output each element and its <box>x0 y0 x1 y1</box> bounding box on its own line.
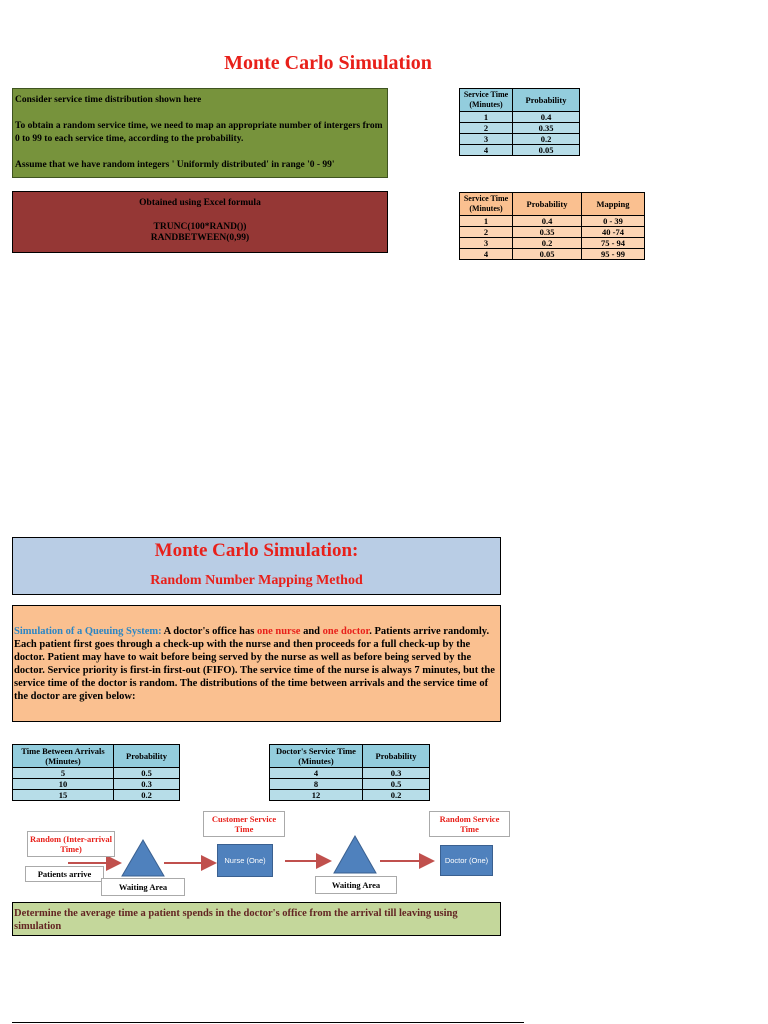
table-cell: 0 - 39 <box>582 216 645 227</box>
arrivals-table <box>12 744 180 801</box>
table-row <box>270 779 430 790</box>
table-cell: 2 <box>460 123 513 134</box>
formula-box <box>12 191 388 253</box>
section-title: Monte Carlo Simulation: <box>154 540 359 561</box>
table-header: Probability <box>363 745 430 768</box>
table-cell: 0.2 <box>513 134 580 145</box>
table-cell: 4 <box>460 145 513 156</box>
table-cell: 75 - 94 <box>582 238 645 249</box>
table-header: Probability <box>114 745 180 768</box>
table-header-row <box>13 745 180 768</box>
section-title-box <box>12 537 501 595</box>
table-cell: 4 <box>460 249 513 260</box>
table-cell: 0.3 <box>363 768 430 779</box>
table-cell: 0.3 <box>114 779 180 790</box>
table-row <box>13 779 180 790</box>
table-row <box>270 768 430 779</box>
waiting-area-triangle-2 <box>334 836 376 873</box>
description-text: and <box>300 626 323 637</box>
table-row <box>460 216 645 227</box>
table-cell: 0.4 <box>513 216 582 227</box>
table-header: Probability <box>513 89 580 112</box>
customer-service-time-label: Customer Service Time <box>203 811 285 837</box>
table-row <box>13 790 180 801</box>
formula-randbetween: RANDBETWEEN(0,99) <box>150 233 250 243</box>
table-header: Service Time (Minutes) <box>460 89 513 112</box>
table-cell: 0.35 <box>513 123 580 134</box>
waiting-area-triangle-1 <box>122 840 164 876</box>
table-header-row <box>270 745 430 768</box>
table-row <box>460 123 580 134</box>
intro-line-2: To obtain a random service time, we need to map an appropriate number of intergers from 0 to 99 to each service time, according to the probability. <box>15 121 383 144</box>
table-row <box>13 768 180 779</box>
table-cell: 12 <box>270 790 363 801</box>
table-header-row <box>460 89 580 112</box>
random-interarrival-label: Random (Inter-arrival Time) <box>27 831 115 857</box>
table-cell: 8 <box>270 779 363 790</box>
question-box: Determine the average time a patient spends in the doctor's office from the arrival till leaving using simulation <box>12 902 501 936</box>
table-cell: 95 - 99 <box>582 249 645 260</box>
table-cell: 40 -74 <box>582 227 645 238</box>
waiting-area-label-2: Waiting Area <box>315 876 397 894</box>
table-cell: 0.5 <box>114 768 180 779</box>
table-cell: 1 <box>460 216 513 227</box>
table-cell: 0.35 <box>513 227 582 238</box>
table-header: Time Between Arrivals (Minutes) <box>13 745 114 768</box>
service-time-table <box>459 88 580 156</box>
table-cell: 0.5 <box>363 779 430 790</box>
page-title: Monte Carlo Simulation <box>224 52 432 74</box>
random-service-time-label: Random Service Time <box>429 811 510 837</box>
table-cell: 15 <box>13 790 114 801</box>
waiting-area-label-1: Waiting Area <box>101 878 185 896</box>
table-row <box>460 238 645 249</box>
table-cell: 0.05 <box>513 249 582 260</box>
description-doctor: one doctor <box>322 626 370 637</box>
nurse-box: Nurse (One) <box>217 844 273 877</box>
table-cell: 3 <box>460 134 513 145</box>
section-subtitle: Random Number Mapping Method <box>150 573 363 588</box>
bottom-divider <box>12 1022 524 1023</box>
table-cell: 0.05 <box>513 145 580 156</box>
table-row <box>460 112 580 123</box>
table-header-row <box>460 193 645 216</box>
formula-trunc: TRUNC(100*RAND()) <box>153 222 247 232</box>
table-cell: 4 <box>270 768 363 779</box>
table-row <box>460 227 645 238</box>
doctor-box: Doctor (One) <box>440 845 493 876</box>
description-nurse: one nurse <box>256 626 301 637</box>
table-cell: 2 <box>460 227 513 238</box>
doctor-service-table <box>269 744 430 801</box>
table-header: Doctor's Service Time (Minutes) <box>270 745 363 768</box>
table-cell: 0.2 <box>513 238 582 249</box>
table-cell: 1 <box>460 112 513 123</box>
table-cell: 0.2 <box>363 790 430 801</box>
table-header: Service Time (Minutes) <box>460 193 513 216</box>
intro-line-1: Consider service time distribution shown here <box>15 95 202 105</box>
table-row <box>460 134 580 145</box>
table-cell: 3 <box>460 238 513 249</box>
intro-line-3: Assume that we have random integers ' Uniformly distributed' in range '0 - 99' <box>15 160 335 170</box>
description-lead: Simulation of a Queuing System: <box>14 626 162 637</box>
table-cell: 0.4 <box>513 112 580 123</box>
table-row <box>460 145 580 156</box>
table-header: Probability <box>513 193 582 216</box>
description-text: A doctor's office has <box>161 626 257 637</box>
table-header: Mapping <box>582 193 645 216</box>
intro-box <box>12 88 388 178</box>
formula-box-title: Obtained using Excel formula <box>139 198 261 208</box>
problem-description <box>12 605 501 722</box>
table-row <box>270 790 430 801</box>
service-mapping-table <box>459 192 645 260</box>
table-row <box>460 249 645 260</box>
table-cell: 5 <box>13 768 114 779</box>
table-cell: 10 <box>13 779 114 790</box>
patients-arrive-label: Patients arrive <box>25 866 104 882</box>
description-text: . Patients arrive randomly. Each patient first goes through a check-up with the nurse and then proceeds for a full check-up by the doctor. Patient may have to wait before being served by the nurse as well as before being served by the doctor. Service priority is first-in first-out (FIFO). The service time of the nurse is always 7 minutes, but the service time of the doctor is random. The distributions of the time between arrivals and the service time of the doctor are given below: <box>14 626 495 702</box>
table-cell: 0.2 <box>114 790 180 801</box>
